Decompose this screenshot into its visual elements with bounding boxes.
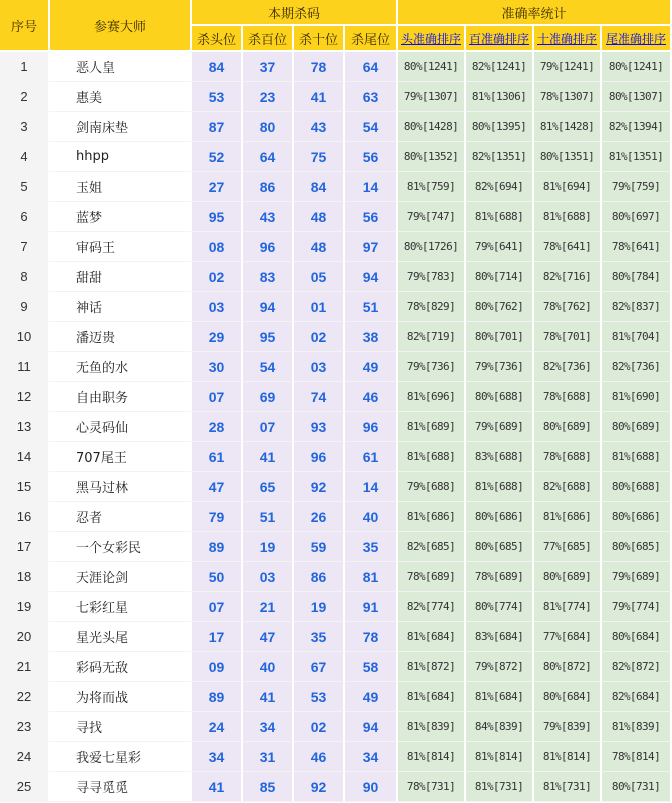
- kill-number: 41: [192, 772, 243, 802]
- master-name: 一个女彩民: [50, 532, 192, 562]
- accuracy-stat: 80%[688]: [466, 382, 534, 412]
- row-index: 14: [0, 442, 50, 472]
- accuracy-stat: 81%[872]: [398, 652, 466, 682]
- kill-number: 79: [192, 502, 243, 532]
- accuracy-stat: 80%[684]: [602, 622, 672, 652]
- accuracy-stat: 78%[688]: [534, 382, 602, 412]
- row-index: 5: [0, 172, 50, 202]
- accuracy-stat: 83%[688]: [466, 442, 534, 472]
- kill-number: 28: [192, 412, 243, 442]
- accuracy-stat: 81%[684]: [398, 622, 466, 652]
- kill-number: 92: [294, 472, 345, 502]
- header-seq: 序号: [0, 0, 50, 52]
- master-name: 我爱七星彩: [50, 742, 192, 772]
- accuracy-stat: 80%[697]: [602, 202, 672, 232]
- accuracy-stat: 82%[719]: [398, 322, 466, 352]
- accuracy-stat: 80%[701]: [466, 322, 534, 352]
- kill-number: 78: [345, 622, 398, 652]
- kill-number: 29: [192, 322, 243, 352]
- accuracy-stat: 80%[1352]: [398, 142, 466, 172]
- accuracy-stat: 81%[688]: [398, 442, 466, 472]
- kill-number: 56: [345, 202, 398, 232]
- accuracy-stat: 82%[694]: [466, 172, 534, 202]
- kill-number: 83: [243, 262, 294, 292]
- row-index: 11: [0, 352, 50, 382]
- kill-number: 54: [243, 352, 294, 382]
- accuracy-stat: 82%[837]: [602, 292, 672, 322]
- accuracy-stat: 80%[685]: [466, 532, 534, 562]
- kill-number: 37: [243, 52, 294, 82]
- table-row: [0, 142, 672, 172]
- master-name: 自由职务: [50, 382, 192, 412]
- accuracy-stat: 80%[762]: [466, 292, 534, 322]
- kill-number: 07: [243, 412, 294, 442]
- accuracy-stat: 78%[1307]: [534, 82, 602, 112]
- row-index: 12: [0, 382, 50, 412]
- accuracy-stat: 81%[688]: [602, 442, 672, 472]
- accuracy-stat: 80%[686]: [466, 502, 534, 532]
- accuracy-stat: 79%[736]: [466, 352, 534, 382]
- header-kill-col: 杀尾位: [345, 26, 398, 52]
- kill-number: 09: [192, 652, 243, 682]
- table-row: [0, 772, 672, 802]
- table-row: [0, 202, 672, 232]
- accuracy-stat: 79%[759]: [602, 172, 672, 202]
- row-index: 15: [0, 472, 50, 502]
- kill-number: 78: [294, 52, 345, 82]
- accuracy-stat: 78%[762]: [534, 292, 602, 322]
- table-row: [0, 742, 672, 772]
- kill-number: 48: [294, 202, 345, 232]
- kill-number: 89: [192, 682, 243, 712]
- accuracy-stat: 82%[1241]: [466, 52, 534, 82]
- kill-number: 14: [345, 172, 398, 202]
- master-name: 无鱼的水: [50, 352, 192, 382]
- accuracy-stat: 81%[1351]: [602, 142, 672, 172]
- master-name: 心灵码仙: [50, 412, 192, 442]
- kill-number: 53: [192, 82, 243, 112]
- accuracy-stat: 79%[1241]: [534, 52, 602, 82]
- accuracy-stat: 80%[1395]: [466, 112, 534, 142]
- table-row: [0, 712, 672, 742]
- accuracy-stat: 78%[689]: [398, 562, 466, 592]
- kill-number: 75: [294, 142, 345, 172]
- master-name: 707尾王: [50, 442, 192, 472]
- master-name: 剑南床垫: [50, 112, 192, 142]
- accuracy-stat: 81%[759]: [398, 172, 466, 202]
- accuracy-stat: 82%[716]: [534, 262, 602, 292]
- accuracy-stat: 83%[684]: [466, 622, 534, 652]
- kill-number: 52: [192, 142, 243, 172]
- accuracy-stat: 80%[784]: [602, 262, 672, 292]
- kill-number: 35: [345, 532, 398, 562]
- accuracy-stat: 82%[736]: [534, 352, 602, 382]
- table-row: [0, 352, 672, 382]
- accuracy-stat: 82%[1394]: [602, 112, 672, 142]
- master-name: hhpp: [50, 142, 192, 172]
- accuracy-stat: 82%[1351]: [466, 142, 534, 172]
- kill-number: 51: [243, 502, 294, 532]
- accuracy-stat: 82%[684]: [602, 682, 672, 712]
- kill-number: 19: [294, 592, 345, 622]
- kill-number: 63: [345, 82, 398, 112]
- row-index: 16: [0, 502, 50, 532]
- kill-number: 34: [243, 712, 294, 742]
- accuracy-stat: 80%[688]: [602, 472, 672, 502]
- kill-number: 94: [345, 712, 398, 742]
- kill-number: 17: [192, 622, 243, 652]
- kill-number: 47: [243, 622, 294, 652]
- kill-number: 86: [243, 172, 294, 202]
- table-row: [0, 592, 672, 622]
- row-index: 21: [0, 652, 50, 682]
- row-index: 13: [0, 412, 50, 442]
- sort-link-head[interactable]: 头准确排序: [398, 26, 466, 52]
- kill-number: 14: [345, 472, 398, 502]
- kill-number: 61: [192, 442, 243, 472]
- accuracy-stat: 78%[688]: [534, 442, 602, 472]
- kill-number: 21: [243, 592, 294, 622]
- accuracy-stat: 81%[1428]: [534, 112, 602, 142]
- kill-number: 05: [294, 262, 345, 292]
- accuracy-stat: 81%[814]: [398, 742, 466, 772]
- accuracy-stat: 79%[747]: [398, 202, 466, 232]
- accuracy-stat: 79%[689]: [602, 562, 672, 592]
- master-name: 寻找: [50, 712, 192, 742]
- kill-number: 41: [294, 82, 345, 112]
- kill-number: 97: [345, 232, 398, 262]
- row-index: 3: [0, 112, 50, 142]
- kill-number: 51: [345, 292, 398, 322]
- table-row: [0, 622, 672, 652]
- row-index: 22: [0, 682, 50, 712]
- kill-number: 02: [294, 322, 345, 352]
- sort-link-ten[interactable]: 十准确排序: [534, 26, 602, 52]
- kill-number: 69: [243, 382, 294, 412]
- kill-number: 64: [345, 52, 398, 82]
- accuracy-stat: 78%[689]: [466, 562, 534, 592]
- kill-number: 38: [345, 322, 398, 352]
- master-name: 恶人皇: [50, 52, 192, 82]
- accuracy-stat: 80%[1241]: [602, 52, 672, 82]
- table-row: [0, 52, 672, 82]
- kill-number: 59: [294, 532, 345, 562]
- row-index: 24: [0, 742, 50, 772]
- sort-link-hundred[interactable]: 百准确排序: [466, 26, 534, 52]
- kill-number: 96: [243, 232, 294, 262]
- table-row: [0, 232, 672, 262]
- accuracy-stat: 78%[641]: [534, 232, 602, 262]
- table-row: [0, 412, 672, 442]
- accuracy-stat: 79%[872]: [466, 652, 534, 682]
- master-name: 寻寻觅觅: [50, 772, 192, 802]
- kill-number: 30: [192, 352, 243, 382]
- master-name: 神话: [50, 292, 192, 322]
- master-name: 忍者: [50, 502, 192, 532]
- master-name: 七彩红星: [50, 592, 192, 622]
- kill-number: 95: [243, 322, 294, 352]
- header-kill-group: 本期杀码: [192, 0, 398, 26]
- table-row: [0, 322, 672, 352]
- table-row: [0, 472, 672, 502]
- kill-number: 84: [192, 52, 243, 82]
- accuracy-stat: 80%[872]: [534, 652, 602, 682]
- table-row: [0, 172, 672, 202]
- accuracy-stat: 78%[731]: [398, 772, 466, 802]
- kill-number: 80: [243, 112, 294, 142]
- kill-number: 26: [294, 502, 345, 532]
- kill-number: 27: [192, 172, 243, 202]
- kill-number: 35: [294, 622, 345, 652]
- accuracy-stat: 79%[1307]: [398, 82, 466, 112]
- accuracy-stat: 82%[688]: [534, 472, 602, 502]
- accuracy-stat: 80%[686]: [602, 502, 672, 532]
- master-name: 彩码无敌: [50, 652, 192, 682]
- kill-number: 93: [294, 412, 345, 442]
- row-index: 2: [0, 82, 50, 112]
- accuracy-stat: 80%[689]: [534, 412, 602, 442]
- kill-number: 53: [294, 682, 345, 712]
- kill-number: 96: [294, 442, 345, 472]
- kill-number: 49: [345, 352, 398, 382]
- row-index: 19: [0, 592, 50, 622]
- kill-number: 43: [243, 202, 294, 232]
- header-master: 参赛大师: [50, 0, 192, 52]
- accuracy-stat: 82%[685]: [398, 532, 466, 562]
- kill-number: 43: [294, 112, 345, 142]
- table-row: [0, 502, 672, 532]
- master-name: 审码王: [50, 232, 192, 262]
- kill-number: 07: [192, 592, 243, 622]
- accuracy-stat: 80%[689]: [534, 562, 602, 592]
- master-name: 星光头尾: [50, 622, 192, 652]
- kill-number: 86: [294, 562, 345, 592]
- kill-number: 81: [345, 562, 398, 592]
- accuracy-stat: 80%[714]: [466, 262, 534, 292]
- accuracy-stat: 81%[839]: [602, 712, 672, 742]
- kill-number: 64: [243, 142, 294, 172]
- kill-number: 65: [243, 472, 294, 502]
- kill-number: 03: [243, 562, 294, 592]
- accuracy-stat: 81%[684]: [466, 682, 534, 712]
- accuracy-stat: 80%[1726]: [398, 232, 466, 262]
- master-name: 玉姐: [50, 172, 192, 202]
- accuracy-stat: 80%[685]: [602, 532, 672, 562]
- kill-number: 41: [243, 442, 294, 472]
- accuracy-stat: 81%[814]: [466, 742, 534, 772]
- row-index: 10: [0, 322, 50, 352]
- master-name: 甜甜: [50, 262, 192, 292]
- accuracy-stat: 79%[688]: [398, 472, 466, 502]
- row-index: 8: [0, 262, 50, 292]
- row-index: 7: [0, 232, 50, 262]
- accuracy-stat: 84%[839]: [466, 712, 534, 742]
- kill-number: 48: [294, 232, 345, 262]
- table-body: [0, 52, 672, 802]
- row-index: 4: [0, 142, 50, 172]
- kill-number: 34: [345, 742, 398, 772]
- accuracy-stat: 81%[688]: [534, 202, 602, 232]
- kill-number: 54: [345, 112, 398, 142]
- kill-number: 50: [192, 562, 243, 592]
- kill-number: 85: [243, 772, 294, 802]
- master-name: 黑马过林: [50, 472, 192, 502]
- accuracy-stat: 78%[829]: [398, 292, 466, 322]
- sort-link-tail[interactable]: 尾准确排序: [602, 26, 672, 52]
- kill-number: 31: [243, 742, 294, 772]
- kill-number: 89: [192, 532, 243, 562]
- kill-number: 41: [243, 682, 294, 712]
- kill-number: 02: [294, 712, 345, 742]
- accuracy-stat: 79%[783]: [398, 262, 466, 292]
- row-index: 6: [0, 202, 50, 232]
- row-index: 18: [0, 562, 50, 592]
- master-name: 蓝梦: [50, 202, 192, 232]
- accuracy-stat: 81%[814]: [534, 742, 602, 772]
- accuracy-stat: 79%[689]: [466, 412, 534, 442]
- accuracy-stat: 80%[684]: [534, 682, 602, 712]
- table-row: [0, 382, 672, 412]
- kill-number: 61: [345, 442, 398, 472]
- accuracy-stat: 81%[704]: [602, 322, 672, 352]
- accuracy-stat: 81%[684]: [398, 682, 466, 712]
- kill-number: 40: [243, 652, 294, 682]
- accuracy-stat: 81%[690]: [602, 382, 672, 412]
- accuracy-stat: 81%[688]: [466, 472, 534, 502]
- row-index: 1: [0, 52, 50, 82]
- table-row: [0, 652, 672, 682]
- accuracy-stat: 79%[774]: [602, 592, 672, 622]
- kill-number: 24: [192, 712, 243, 742]
- kill-number: 03: [294, 352, 345, 382]
- kill-number: 87: [192, 112, 243, 142]
- table-row: [0, 442, 672, 472]
- accuracy-stat: 77%[684]: [534, 622, 602, 652]
- accuracy-stat: 82%[872]: [602, 652, 672, 682]
- accuracy-stat: 81%[1306]: [466, 82, 534, 112]
- kill-number: 96: [345, 412, 398, 442]
- table-row: [0, 82, 672, 112]
- row-index: 9: [0, 292, 50, 322]
- kill-number: 56: [345, 142, 398, 172]
- table-row: [0, 682, 672, 712]
- kill-number: 01: [294, 292, 345, 322]
- kill-number: 19: [243, 532, 294, 562]
- master-name: 惠美: [50, 82, 192, 112]
- kill-number: 67: [294, 652, 345, 682]
- kill-number: 58: [345, 652, 398, 682]
- accuracy-stat: 80%[1351]: [534, 142, 602, 172]
- accuracy-stat: 80%[1307]: [602, 82, 672, 112]
- accuracy-stat: 81%[686]: [534, 502, 602, 532]
- header-kill-col: 杀头位: [192, 26, 243, 52]
- accuracy-stat: 80%[774]: [466, 592, 534, 622]
- kill-number: 92: [294, 772, 345, 802]
- kill-number: 40: [345, 502, 398, 532]
- kill-number: 94: [345, 262, 398, 292]
- kill-number: 90: [345, 772, 398, 802]
- table-row: [0, 292, 672, 322]
- accuracy-stat: 77%[685]: [534, 532, 602, 562]
- row-index: 23: [0, 712, 50, 742]
- table-row: [0, 532, 672, 562]
- kill-number: 84: [294, 172, 345, 202]
- kill-number: 23: [243, 82, 294, 112]
- kill-number: 91: [345, 592, 398, 622]
- accuracy-stat: 78%[641]: [602, 232, 672, 262]
- header-kill-col: 杀百位: [243, 26, 294, 52]
- accuracy-stat: 78%[814]: [602, 742, 672, 772]
- master-name: 天涯论剑: [50, 562, 192, 592]
- kill-number: 02: [192, 262, 243, 292]
- table-row: [0, 262, 672, 292]
- accuracy-stat: 81%[688]: [466, 202, 534, 232]
- accuracy-stat: 80%[1428]: [398, 112, 466, 142]
- accuracy-stat: 79%[641]: [466, 232, 534, 262]
- kill-number: 07: [192, 382, 243, 412]
- kill-number: 46: [345, 382, 398, 412]
- accuracy-stat: 81%[694]: [534, 172, 602, 202]
- accuracy-stat: 79%[839]: [534, 712, 602, 742]
- accuracy-stat: 80%[731]: [602, 772, 672, 802]
- kill-number: 95: [192, 202, 243, 232]
- accuracy-stat: 82%[736]: [602, 352, 672, 382]
- table-row: [0, 112, 672, 142]
- kill-number: 94: [243, 292, 294, 322]
- accuracy-stat: 81%[774]: [534, 592, 602, 622]
- kill-number: 47: [192, 472, 243, 502]
- kill-number: 49: [345, 682, 398, 712]
- header-kill-col: 杀十位: [294, 26, 345, 52]
- accuracy-stat: 79%[736]: [398, 352, 466, 382]
- table-row: [0, 562, 672, 592]
- accuracy-stat: 81%[839]: [398, 712, 466, 742]
- accuracy-stat: 81%[689]: [398, 412, 466, 442]
- kill-number: 08: [192, 232, 243, 262]
- accuracy-stat: 81%[731]: [534, 772, 602, 802]
- accuracy-stat: 82%[774]: [398, 592, 466, 622]
- master-name: 为将而战: [50, 682, 192, 712]
- accuracy-stat: 81%[686]: [398, 502, 466, 532]
- accuracy-stat: 80%[689]: [602, 412, 672, 442]
- accuracy-stat: 78%[701]: [534, 322, 602, 352]
- accuracy-stat: 81%[731]: [466, 772, 534, 802]
- header-stats-group: 准确率统计: [398, 0, 672, 26]
- row-index: 17: [0, 532, 50, 562]
- kill-number: 03: [192, 292, 243, 322]
- accuracy-stat: 81%[696]: [398, 382, 466, 412]
- kill-number: 46: [294, 742, 345, 772]
- kill-number: 34: [192, 742, 243, 772]
- row-index: 20: [0, 622, 50, 652]
- master-name: 潘迈贵: [50, 322, 192, 352]
- row-index: 25: [0, 772, 50, 802]
- kill-number: 74: [294, 382, 345, 412]
- accuracy-stat: 80%[1241]: [398, 52, 466, 82]
